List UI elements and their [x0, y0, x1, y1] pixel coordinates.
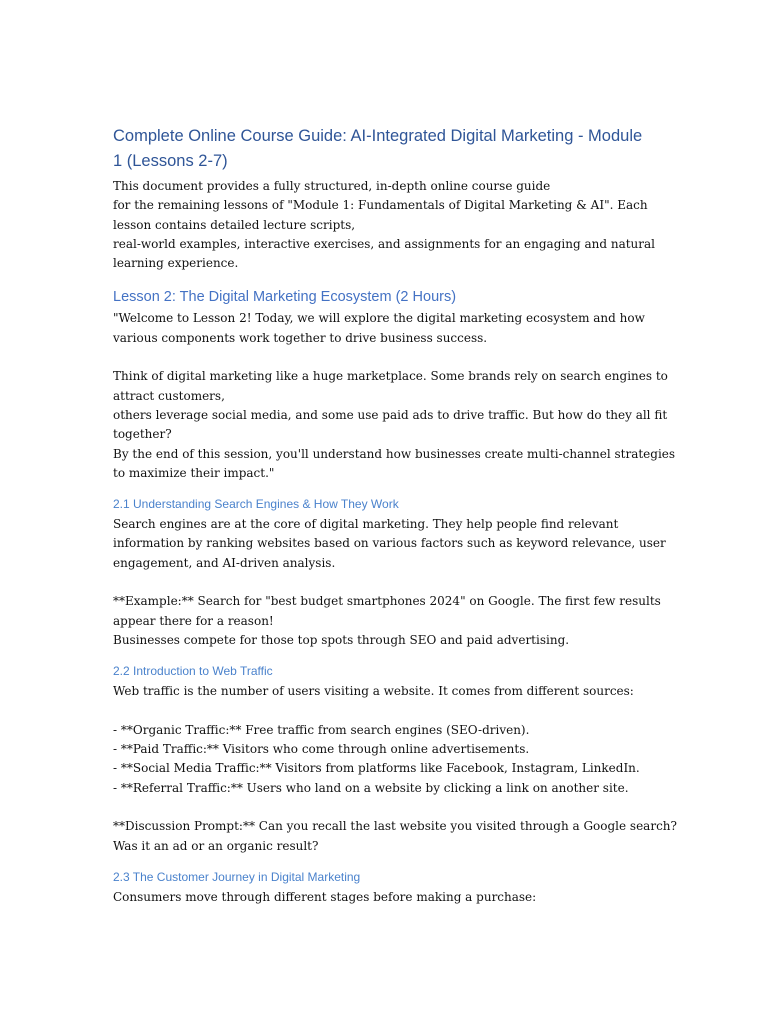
text-line: Businesses compete for those top spots through SEO and paid advertising. — [113, 632, 570, 647]
list-item: - **Social Media Traffic:** Visitors from platforms like Facebook, Instagram, LinkedIn. — [113, 761, 640, 776]
text-line: learning experience. — [113, 256, 239, 271]
blank-line — [113, 573, 658, 592]
text-line: By the end of this session, you'll understand how businesses create multi-channel strategies — [113, 446, 676, 461]
text-line: Web traffic is the number of users visiting a website. It comes from different sources: — [113, 684, 634, 699]
text-line: attract customers, — [113, 388, 225, 403]
list-item: - **Organic Traffic:** Free traffic from search engines (SEO-driven). — [113, 722, 530, 737]
section-2-1-body — [113, 515, 666, 650]
blank-line — [113, 798, 658, 817]
title-line: 1 (Lessons 2-7) — [113, 152, 228, 170]
text-line: Was it an ad or an organic result? — [113, 838, 319, 853]
text-line: "Welcome to Lesson 2! Today, we will explore the digital marketing ecosystem and how — [113, 311, 645, 326]
blank-line — [113, 702, 658, 721]
text-line: engagement, and AI-driven analysis. — [113, 555, 336, 570]
section-2-2-body — [113, 682, 677, 856]
text-line: **Example:** Search for "best budget smartphones 2024" on Google. The first few results — [113, 594, 661, 609]
text-line: Consumers move through different stages before making a purchase: — [113, 889, 537, 904]
section-2-3-body — [113, 888, 658, 907]
section-2-1-heading: 2.1 Understanding Search Engines & How They Work — [113, 497, 399, 512]
text-line: Search engines are at the core of digital marketing. They help people find relevant — [113, 517, 619, 532]
section-2-3-heading: 2.3 The Customer Journey in Digital Marketing — [113, 869, 361, 884]
list-item: - **Referral Traffic:** Users who land on a website by clicking a link on another site. — [113, 780, 629, 795]
lesson-2-intro — [113, 309, 676, 483]
section-2-2-heading: 2.2 Introduction to Web Traffic — [113, 664, 273, 679]
text-line: information by ranking websites based on various factors such as keyword relevance, user — [113, 536, 666, 551]
title-line: Complete Online Course Guide: AI-Integrated Digital Marketing - Module — [113, 127, 643, 145]
lesson-2-heading: Lesson 2: The Digital Marketing Ecosystem (2 Hours) — [113, 289, 457, 306]
intro-paragraph — [113, 177, 658, 273]
document-page — [113, 124, 677, 907]
text-line: Think of digital marketing like a huge marketplace. Some brands rely on search engines to — [113, 369, 668, 384]
text-line: together? — [113, 427, 172, 442]
text-line: lesson contains detailed lecture scripts, — [113, 217, 356, 232]
text-line: others leverage social media, and some use paid ads to drive traffic. But how do they all fit — [113, 407, 668, 422]
text-line: **Discussion Prompt:** Can you recall the last website you visited through a Google search? — [113, 819, 677, 834]
text-line: for the remaining lessons of "Module 1: Fundamentals of Digital Marketing & AI". Each — [113, 198, 648, 213]
text-line: appear there for a reason! — [113, 613, 274, 628]
document-title — [113, 124, 658, 174]
text-line: various components work together to drive business success. — [113, 330, 488, 345]
list-item: - **Paid Traffic:** Visitors who come through online advertisements. — [113, 742, 530, 757]
text-line: real-world examples, interactive exercises, and assignments for an engaging and natural — [113, 236, 655, 251]
text-line: This document provides a fully structured, in-depth online course guide — [113, 179, 551, 193]
blank-line — [113, 348, 658, 367]
text-line: to maximize their impact." — [113, 465, 275, 480]
